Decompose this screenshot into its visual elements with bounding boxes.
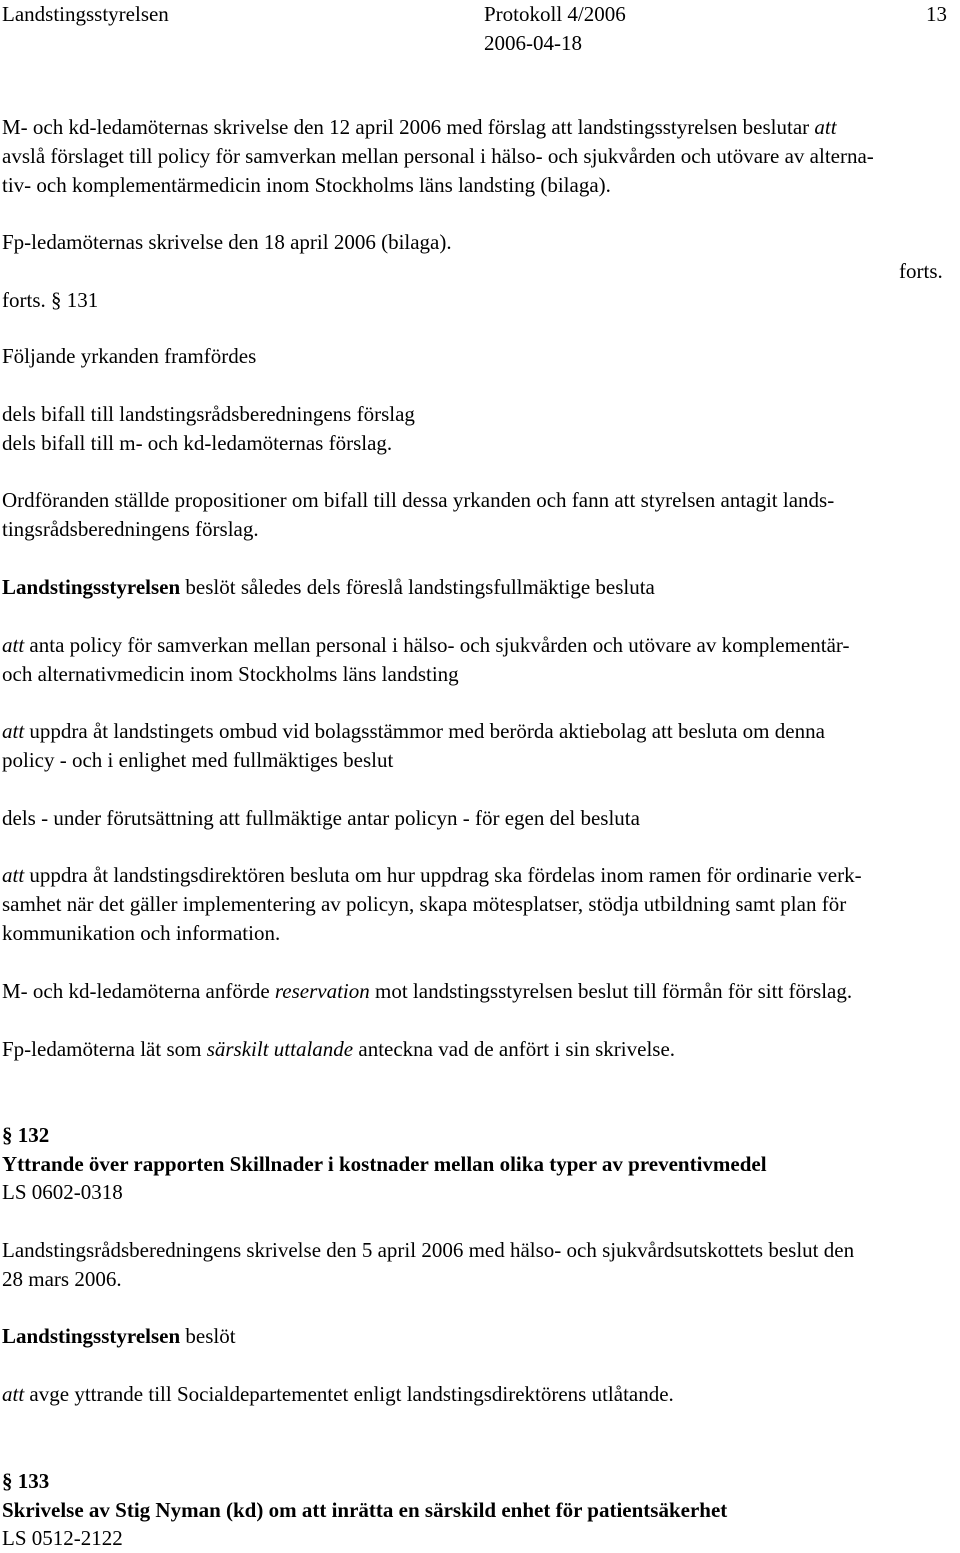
bold-org: Landstingsstyrelsen [2,575,181,599]
header-page-number: 13 [926,2,947,26]
att-clause-3-line1 [2,861,862,890]
section-132-title: Yttrande över rapporten Skillnader i kostnader mellan olika typer av preventivmedel [2,1152,767,1176]
forts-right: forts. [899,259,943,283]
header-org: Landstingsstyrelsen [2,2,169,26]
text: uppdra åt landstingsdirektören besluta om hur uppdrag ska fördelas inom ramen för ordinarie verk- [24,863,862,887]
text: anta policy för samverkan mellan personal i hälso- och sjukvården och utövare av komplementär- [24,633,850,657]
paragraph-md-kd-line3: tiv- och komplementärmedicin inom Stockholms läns landsting (bilaga). [2,173,611,197]
bold-org: Landstingsstyrelsen [2,1324,181,1348]
header-protocol: Protokoll 4/2006 [484,2,626,26]
paragraph-dels-under: dels - under förutsättning att fullmäktige antar policyn - för egen del besluta [2,806,640,830]
section-132-para-line2: 28 mars 2006. [2,1267,122,1291]
section-133-ref: LS 0512-2122 [2,1526,123,1550]
att-clause-3-line3: kommunikation och information. [2,921,281,945]
att-clause-3-line2: samhet när det gäller implementering av policyn, skapa mötesplatser, stödja utbildning samt plan för [2,892,847,916]
text: beslöt [180,1324,236,1348]
paragraph-ordforanden-line1: Ordföranden ställde propositioner om bifall till dessa yrkanden och fann att styrelsen antagit lands- [2,488,835,512]
italic-term: särskilt uttalande [206,1037,354,1061]
paragraph-dels-line1: dels bifall till landstingsrådsberedningens förslag [2,402,415,426]
paragraph-beslut [2,573,655,602]
att-word: att [814,115,837,139]
section-ref-131: § 131 [51,288,99,312]
forts-left: forts. [2,288,46,312]
section-132-att-clause [2,1380,674,1409]
forts-section-131 [2,286,98,315]
att-clause-1-line2: och alternativmedicin inom Stockholms läns landsting [2,662,459,686]
text: uppdra åt landstingets ombud vid bolagsstämmor med berörda aktiebolag att besluta om denna [24,719,825,743]
text: Fp-ledamöterna lät som [2,1037,207,1061]
att-clause-2-line2: policy - och i enlighet med fullmäktiges beslut [2,748,394,772]
att-word: att [2,719,25,743]
att-word: att [2,863,25,887]
section-133-number: § 133 [2,1469,50,1493]
text: mot landstingsstyrelsen beslut till förmån för sitt förslag. [369,979,853,1003]
paragraph-reservation [2,977,852,1006]
italic-term: reservation [274,979,370,1003]
att-clause-1-line1 [2,631,849,660]
paragraph-uttalande [2,1035,675,1064]
paragraph-md-kd-line2: avslå förslaget till policy för samverkan mellan personal i hälso- och sjukvården och utövare av alterna- [2,144,874,168]
text: M- och kd-ledamöternas skrivelse den 12 april 2006 med förslag att landstingsstyrelsen beslutar [2,115,815,139]
text: beslöt således dels föreslå landstingsfullmäktige besluta [180,575,655,599]
header-date: 2006-04-18 [484,31,582,55]
section-132-ref: LS 0602-0318 [2,1180,123,1204]
section-132-para-line1: Landstingsrådsberedningens skrivelse den 5 april 2006 med hälso- och sjukvårdsutskottets beslut den [2,1238,855,1262]
text: M- och kd-ledamöterna anförde [2,979,275,1003]
paragraph-md-kd-line1 [2,113,837,142]
section-133-title: Skrivelse av Stig Nyman (kd) om att inrätta en särskild enhet för patientsäkerhet [2,1498,728,1522]
att-clause-2-line1 [2,717,825,746]
paragraph-yrkanden: Följande yrkanden framfördes [2,344,257,368]
paragraph-dels-line2: dels bifall till m- och kd-ledamöternas förslag. [2,431,393,455]
paragraph-ordforanden-line2: tingsrådsberedningens förslag. [2,517,259,541]
att-word: att [2,633,25,657]
section-132-decision [2,1322,236,1351]
section-132-number: § 132 [2,1123,50,1147]
text: avge yttrande till Socialdepartementet enligt landstingsdirektörens utlåtande. [24,1382,674,1406]
text: anteckna vad de anfört i sin skrivelse. [353,1037,676,1061]
paragraph-fp: Fp-ledamöternas skrivelse den 18 april 2006 (bilaga). [2,230,452,254]
att-word: att [2,1382,25,1406]
